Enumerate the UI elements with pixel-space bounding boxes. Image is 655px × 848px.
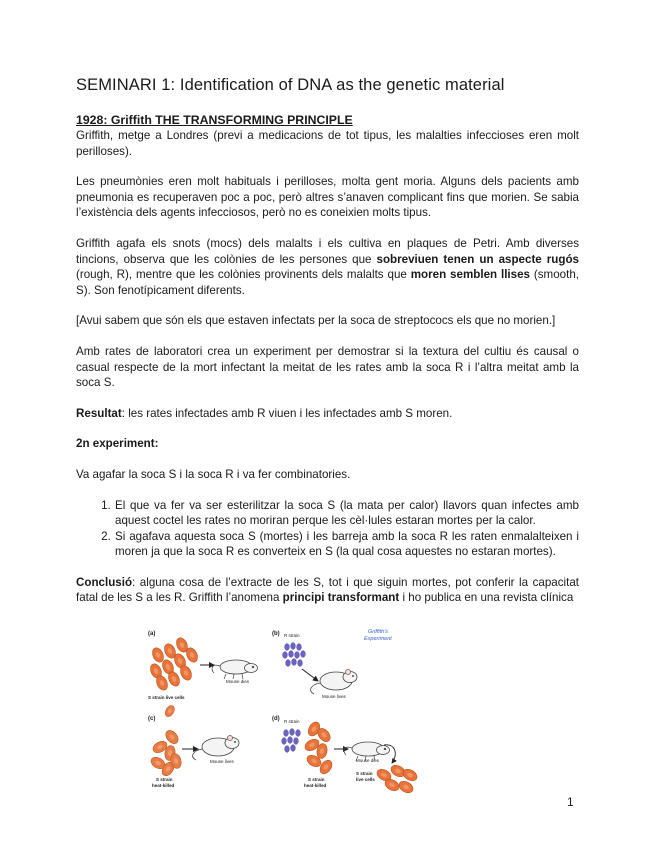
label-mouse-lives-c: Mouse lives [210,759,234,764]
label-experiment: Experiment [364,636,392,642]
s-strain-live-cells-d [375,763,419,793]
paragraph-pneumonia: Les pneumònies eren molt habituals i perilloses, molta gent moria. Alguns dels pacients amb pneumonia es recuperaven poc a poc, però altres s’anaven complicant fins que morien. Se sabia l’existència dels agents infecciosos, però no es coneixien molts tipus. [76,175,579,220]
emphasis-smooth: moren semblen llises [410,268,530,282]
page-number: 1 [567,795,574,809]
panel-b-label: (b) [272,631,280,637]
mouse-dies-a [212,660,258,679]
label-r-strain-d: R strain [284,719,300,724]
label-s-strain-c: S strain [156,777,173,782]
label-s-strain-live: S strain live cells [148,695,185,700]
paragraph-conclusion: Conclusió: alguna cosa de l’extracte de les S, tot i que siguin mortes, pot conferir la capacitat fatal de les S a les R. Griffith l’anomena principi transformant i ho publica en una revista clínica [76,575,579,605]
experiment-2-list [76,498,579,560]
s-strain-heat-killed-d [303,720,334,776]
emphasis-transforming-principle: principi transformant [282,591,400,605]
list-item: 1. El que va fer va ser esterilitzar la soca S (la mata per calor) llavors quan infectes amb aquest coctel les rates no moriran perque les cèl·lules estaran mortes per la calor. [114,498,579,529]
r-strain-cells-b [283,643,306,667]
result-label: Resultat [76,406,122,420]
emphasis-rough: sobreviuen tenen un aspecte rugós [376,252,579,266]
label-mouse-lives-b: Mouse lives [322,694,346,699]
arrow-b [302,669,318,681]
mouse-lives-b [311,669,357,694]
paragraph-experiment: Amb rates de laboratori crea un experiment per demostrar si la textura del cultiu és causal o casual respecte de la mort infectant la meitat de les rates amb la soca R i l’altra meitat amb la soca S. [76,344,579,390]
label-mouse-dies-d: Mouse dies [356,758,380,763]
mouse-lives-c [193,735,239,760]
paragraph-result: Resultat: les rates infectades amb R viuen i les infectades amb S moren. [76,406,453,420]
label-s-strain-d: S strain [308,777,325,782]
page-title: SEMINARI 1: Identification of DNA as the genetic material [76,76,505,94]
experiment-2-heading: 2n experiment: [76,437,159,451]
panel-a-label: (a) [148,631,156,637]
griffith-experiment-figure [146,625,421,793]
label-s-strain-d2: S strain [356,771,373,776]
panel-c-label: (c) [148,716,156,722]
document-page [76,76,579,621]
conclusion-label: Conclusió [76,575,133,589]
s-strain-heat-killed-c [149,704,183,778]
label-griffiths: Griffith's [368,629,388,635]
label-heat-killed-c: heat-killed [152,783,175,788]
panel-d-label: (d) [272,716,280,722]
experiment-2-intro: Va agafar la soca S i la soca R i va fer combinatories. [76,467,351,481]
paragraph-colonies: Griffith agafa els snots (mocs) dels malalts i els cultiva en plaques de Petri. Amb diverses tincions, observa que les colònies de les persones que sobreviuen tenen un aspecte rugós (rough, R), mentre que les colònies provinents dels malalts que moren semblen llises (smooth, S). Son fenotípicament diferents. [76,236,579,297]
r-strain-cells-d [282,729,301,753]
label-r-strain-b: R strain [284,633,300,638]
label-heat-killed-d: heat-killed [304,783,327,788]
paragraph-note: [Avui sabem que són els que estaven infectats per la soca de streptococs els que no morien.] [76,314,556,328]
label-live-cells-d: live cells [356,777,375,782]
s-strain-live-cells-a [148,636,199,692]
section-heading: 1928: Griffith THE TRANSFORMING PRINCIPLE [76,113,353,127]
list-item: 2. Si agafava aquesta soca S (mortes) i les barreja amb la soca R les raten enmalalteixen i moren ja que la soca R es converteix en S (la qual cosa aquestes no estaran mortes). [114,529,579,560]
paragraph-intro: Griffith, metge a Londres (previ a medicacions de tot tipus, les malalties infeccioses eren molt perilloses). [76,129,579,158]
label-mouse-dies-a: Mouse dies [226,679,250,684]
